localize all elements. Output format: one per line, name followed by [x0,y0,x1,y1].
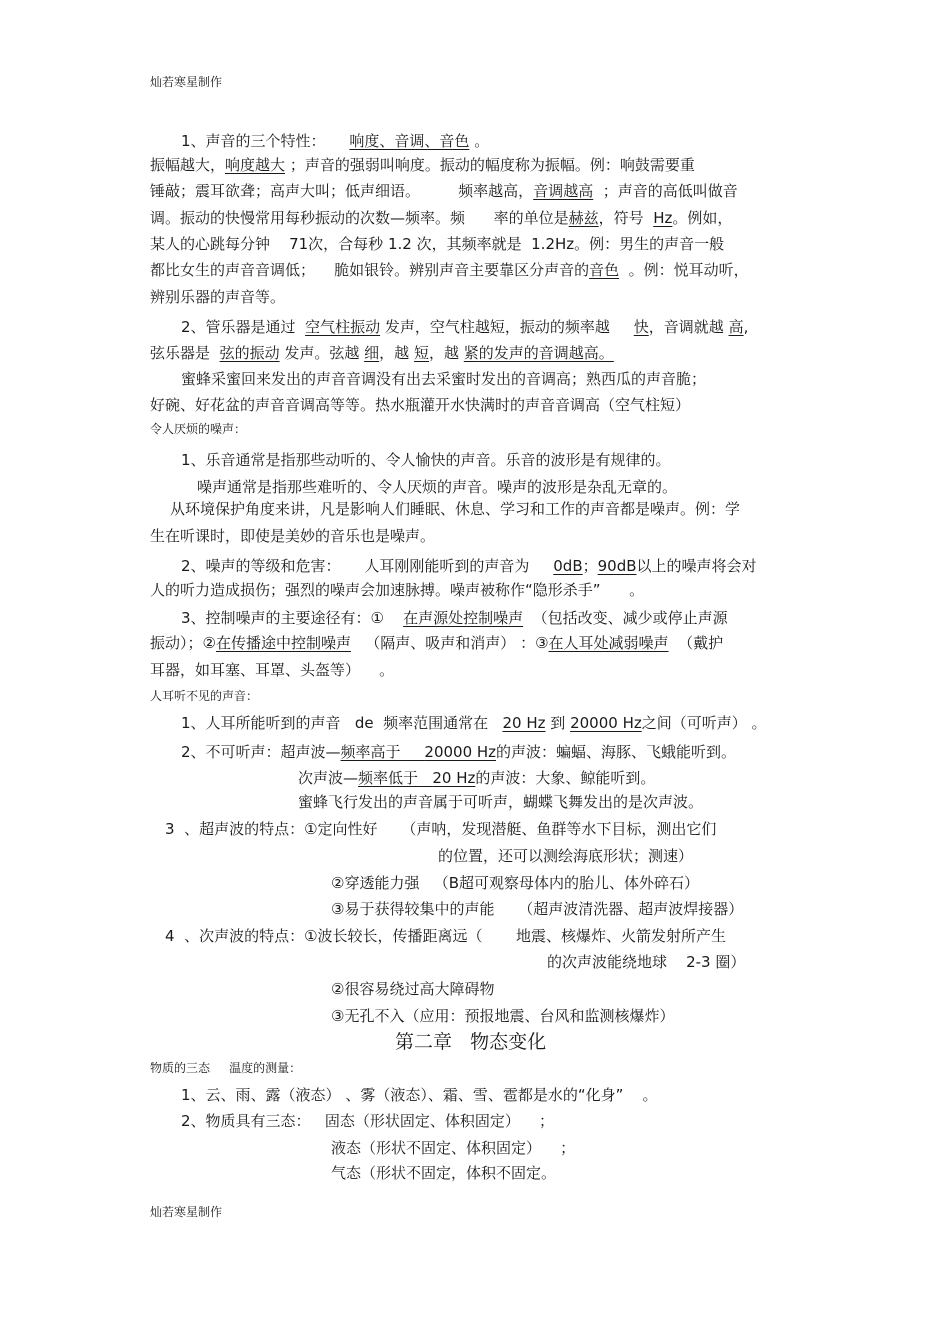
text-line: 蜜蜂飞行发出的声音属于可听声，蝴蝶飞舞发出的是次声波。 [298,793,704,811]
text-line: 2、噪声的等级和危害： 人耳刚刚能听到的声音为 0dB；90dB以上的噪声将会对 [181,557,757,575]
answer-blank: 频率高于 [340,743,401,761]
text-line: 气态（形状不固定，体积不固定。 [331,1164,557,1182]
answer-blank: 20 Hz [432,769,476,787]
text-line: 的次声波能绕地球 2-3 圈） [547,953,746,971]
text-line: 次声波—频率低于 20 Hz的声波：大象、鲸能听到。 [298,769,656,787]
text-line: 1、人耳所能听到的声音 de 频率范围通常在 20 Hz 到 20000 Hz之间（可听声） 。 [181,714,767,732]
text-line: 1、声音的三个特性： 响度、音调、音色 。 [181,132,490,150]
answer-blank: 细 [364,344,380,362]
text-line: 人的听力造成损伤；强烈的噪声会加速脉搏。噪声被称作“隐形杀手” 。 [150,581,645,599]
answer-blank: 20 Hz [502,714,546,732]
answer-blank: 在传播途中控制噪声 [215,634,351,652]
text-line: 耳器，如耳塞、耳罩、头盔等） 。 [150,661,395,679]
answer-blank: 频率低于 [358,769,419,787]
header-watermark: 灿若寒星制作 [150,75,223,89]
answer-blank: Hz [653,209,673,227]
text-line: 振幅越大，响度越大 ；声音的强弱叫响度。振动的幅度称为振幅。例：响鼓需要重 [150,156,695,174]
text-line: 从环境保护角度来讲，凡是影响人们睡眠、休息、学习和工作的声音都是噪声。例：学 [170,500,741,518]
text-line: 的位置，还可以测绘海底形状；测速） [438,847,694,865]
text-line: 振动）；②在传播途中控制噪声 （隔声、吸声和消声） ：③在人耳处减弱噪声 （戴护 [150,634,724,652]
text-line: 弦乐器是 弦的振动 发声。弦越 细，越 短，越 紧的发声的音调越高。 [150,344,614,362]
answer-blank: 弦的振动 [219,344,280,362]
answer-blank: 90dB [597,557,637,575]
section-heading: 物质的三态 温度的测量： [150,1061,302,1075]
answer-blank: 紧 [463,344,479,362]
section-heading: 令人厌烦的噪声： [150,422,247,436]
text-line: ③无孔不入（应用：预报地震、台风和监测核爆炸） [331,1007,675,1025]
text-line: 调。振动的快慢常用每秒振动的次数—频率。频 率的单位是赫兹，符号 Hz。例如， [150,209,733,227]
text-line: 1、乐音通常是指那些动听的、令人愉快的声音。乐音的波形是有规律的。 [181,451,671,469]
answer-blank: 高 [728,318,744,336]
text-line: 液态（形状不固定、体积固定） ； [331,1139,576,1157]
text-line: 辨别乐器的声音等。 [150,288,286,306]
text-line: 3 、超声波的特点：①定向性好 （声呐，发现潜艇、鱼群等水下目标，测出它们 [165,820,717,838]
text-line: ②很容易绕过高大障碍物 [331,980,495,998]
answer-blank: 20000 Hz [570,714,642,732]
answer-blank: 空气柱振动 [305,318,381,336]
answer-blank: 20000 Hz [424,743,497,761]
chapter-title: 第二章 物态变化 [395,1031,547,1053]
text-line: 某人的心跳每分钟 71次，合每秒 1.2 次，其频率就是 1.2Hz。例：男生的声音一般 [150,235,725,253]
text-line: 都比女生的声音音调低； 脆如银铃。辨别声音主要靠区分声音的音色 。例：悦耳动听， [150,261,749,279]
answer-blank: 响度、音调、音色 [349,132,470,150]
text-line: ②穿透能力强 （B超可观察母体内的胎儿、体外碎石） [331,874,700,892]
text-line: 2、管乐器是通过 空气柱振动 发声，空气柱越短，振动的频率越 快，音调就越 高, [181,318,749,336]
answer-blank: 短 [413,344,429,362]
text-line: ③易于获得较集中的声能 （超声波清洗器、超声波焊接器） [331,900,744,918]
text-line: 噪声通常是指那些难听的、令人厌烦的声音。噪声的波形是杂乱无章的。 [197,478,678,496]
section-heading: 人耳听不见的声音： [150,689,259,703]
text-line: 2、不可听声：超声波—频率高于 20000 Hz的声波：蝙蝠、海豚、飞蛾能听到。 [181,743,737,761]
text-line: 1、云、雨、露（液态） 、雾（液态）、霜、雪、雹都是水的“化身” 。 [181,1086,658,1104]
answer-blank: 在声源处控制噪声 [403,609,524,627]
text-line: 2、物质具有三态： 固态（形状固定、体积固定） ； [181,1112,554,1130]
answer-blank: 赫兹 [568,209,599,227]
answer-blank: 音调越高 [533,182,594,200]
text-line: 好碗、好花盆的声音音调高等等。热水瓶灌开水快满时的声音音调高（空气柱短） [150,396,691,414]
answer-blank: 音色 [589,261,620,279]
text-line: 蜜蜂采蜜回来发出的声音音调没有出去采蜜时发出的音调高；熟西瓜的声音脆； [181,370,707,388]
footer-watermark: 灿若寒星制作 [150,1205,223,1219]
answer-blank: 响度越大 [225,156,286,174]
answer-blank: 快 [633,318,649,336]
answer-blank: 在人耳处减弱噪声 [548,634,669,652]
text-line: 生在听课时，即使是美妙的音乐也是噪声。 [150,527,436,545]
text-line: 4 、次声波的特点：①波长较长，传播距离远（ 地震、核爆炸、火箭发射所产生 [165,927,726,945]
text-line: 锤敲；震耳欲聋；高声大叫；低声细语。 频率越高，音调越高 ；声音的高低叫做音 [150,182,738,200]
answer-blank: 0dB [553,557,583,575]
text-line: 3、控制噪声的主要途径有：① 在声源处控制噪声 （包括改变、减少或停止声源 [181,609,728,627]
